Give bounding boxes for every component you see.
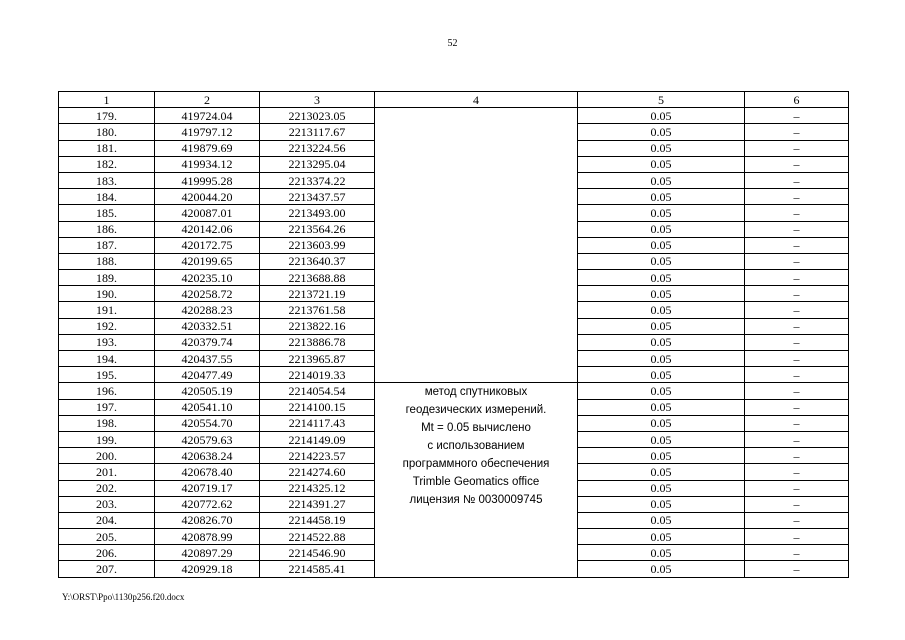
point-number-cell: 191. [59,302,155,318]
method-description-line: Mt = 0.05 вычислено [421,422,531,435]
coord-x-cell: 420044.20 [155,189,260,205]
file-path-footer: Y:\ORST\Ppo\1130p256.f20.docx [62,592,185,602]
accuracy-cell: 0.05 [578,415,745,431]
coord-y-cell: 2214522.88 [260,529,375,545]
coord-y-cell: 2214458.19 [260,512,375,528]
coord-x-cell: 420288.23 [155,302,260,318]
point-number-cell: 200. [59,448,155,464]
note-cell: – [745,448,849,464]
note-cell: – [745,351,849,367]
coord-x-cell: 420929.18 [155,561,260,577]
note-cell: – [745,156,849,172]
coord-y-cell: 2214100.15 [260,399,375,415]
coord-y-cell: 2213688.88 [260,270,375,286]
coord-y-cell: 2213886.78 [260,334,375,350]
coord-x-cell: 419797.12 [155,124,260,140]
note-cell: – [745,172,849,188]
point-number-cell: 206. [59,545,155,561]
page-number: 52 [447,38,458,49]
accuracy-cell: 0.05 [578,431,745,447]
note-cell: – [745,302,849,318]
method-description-line: метод спутниковых [424,386,528,399]
coord-x-cell: 420379.74 [155,334,260,350]
accuracy-cell: 0.05 [578,448,745,464]
point-number-cell: 207. [59,561,155,577]
point-number-cell: 192. [59,318,155,334]
coord-x-cell: 419995.28 [155,172,260,188]
coord-x-cell: 420235.10 [155,270,260,286]
coord-y-cell: 2213295.04 [260,156,375,172]
accuracy-cell: 0.05 [578,464,745,480]
point-number-cell: 179. [59,108,155,124]
coord-x-cell: 420477.49 [155,367,260,383]
point-number-cell: 186. [59,221,155,237]
accuracy-cell: 0.05 [578,480,745,496]
table-row [59,383,849,399]
method-description-line: программного обеспечения [402,458,550,471]
note-cell: – [745,140,849,156]
note-cell: – [745,367,849,383]
note-cell: – [745,512,849,528]
accuracy-cell: 0.05 [578,383,745,399]
note-cell: – [745,189,849,205]
coord-x-cell: 420678.40 [155,464,260,480]
coord-x-cell: 420172.75 [155,237,260,253]
coord-x-cell: 419934.12 [155,156,260,172]
point-number-cell: 184. [59,189,155,205]
coord-y-cell: 2213965.87 [260,351,375,367]
point-number-cell: 181. [59,140,155,156]
note-cell: – [745,529,849,545]
accuracy-cell: 0.05 [578,367,745,383]
accuracy-cell: 0.05 [578,124,745,140]
note-cell: – [745,545,849,561]
header-col-2: 2 [155,92,260,108]
accuracy-cell: 0.05 [578,529,745,545]
point-number-cell: 189. [59,270,155,286]
coord-x-cell: 420541.10 [155,399,260,415]
point-number-cell: 188. [59,253,155,269]
point-number-cell: 196. [59,383,155,399]
note-cell: – [745,237,849,253]
coord-x-cell: 420142.06 [155,221,260,237]
coord-y-cell: 2214117.43 [260,415,375,431]
coord-y-cell: 2213822.16 [260,318,375,334]
coord-x-cell: 420258.72 [155,286,260,302]
coord-x-cell: 420199.65 [155,253,260,269]
method-description-line: Trimble Geomatics office [412,476,540,489]
coord-x-cell: 420087.01 [155,205,260,221]
note-cell: – [745,464,849,480]
coord-y-cell: 2214274.60 [260,464,375,480]
note-cell: – [745,399,849,415]
accuracy-cell: 0.05 [578,221,745,237]
coord-x-cell: 420878.99 [155,529,260,545]
note-cell: – [745,318,849,334]
accuracy-cell: 0.05 [578,496,745,512]
method-description-cell [375,383,578,577]
coordinates-table [58,91,849,578]
note-cell: – [745,431,849,447]
coord-y-cell: 2213493.00 [260,205,375,221]
coord-y-cell: 2213564.26 [260,221,375,237]
coord-x-cell: 420579.63 [155,431,260,447]
coord-x-cell: 420638.24 [155,448,260,464]
accuracy-cell: 0.05 [578,108,745,124]
accuracy-cell: 0.05 [578,561,745,577]
point-number-cell: 202. [59,480,155,496]
coord-y-cell: 2213761.58 [260,302,375,318]
coord-y-cell: 2214546.90 [260,545,375,561]
point-number-cell: 194. [59,351,155,367]
method-cell-empty [375,108,578,383]
point-number-cell: 187. [59,237,155,253]
coord-x-cell: 420437.55 [155,351,260,367]
accuracy-cell: 0.05 [578,140,745,156]
coord-y-cell: 2213640.37 [260,253,375,269]
coord-y-cell: 2213224.56 [260,140,375,156]
coord-y-cell: 2213603.99 [260,237,375,253]
accuracy-cell: 0.05 [578,334,745,350]
accuracy-cell: 0.05 [578,318,745,334]
point-number-cell: 185. [59,205,155,221]
table-row [59,108,849,124]
coord-y-cell: 2213023.05 [260,108,375,124]
point-number-cell: 205. [59,529,155,545]
accuracy-cell: 0.05 [578,351,745,367]
header-col-4: 4 [375,92,578,108]
accuracy-cell: 0.05 [578,512,745,528]
point-number-cell: 197. [59,399,155,415]
point-number-cell: 193. [59,334,155,350]
accuracy-cell: 0.05 [578,270,745,286]
point-number-cell: 180. [59,124,155,140]
note-cell: – [745,253,849,269]
note-cell: – [745,205,849,221]
note-cell: – [745,480,849,496]
accuracy-cell: 0.05 [578,189,745,205]
point-number-cell: 183. [59,172,155,188]
coord-y-cell: 2214325.12 [260,480,375,496]
point-number-cell: 199. [59,431,155,447]
coord-y-cell: 2214391.27 [260,496,375,512]
coord-x-cell: 419724.04 [155,108,260,124]
header-col-1: 1 [59,92,155,108]
table-header-row [59,92,849,108]
accuracy-cell: 0.05 [578,399,745,415]
accuracy-cell: 0.05 [578,286,745,302]
coord-y-cell: 2213117.67 [260,124,375,140]
table-body [59,108,849,577]
header-col-6: 6 [745,92,849,108]
note-cell: – [745,108,849,124]
method-description-line: с использованием [427,440,525,453]
coord-x-cell: 420772.62 [155,496,260,512]
coord-y-cell: 2214149.09 [260,431,375,447]
accuracy-cell: 0.05 [578,545,745,561]
point-number-cell: 182. [59,156,155,172]
note-cell: – [745,270,849,286]
coord-x-cell: 420554.70 [155,415,260,431]
point-number-cell: 198. [59,415,155,431]
note-cell: – [745,334,849,350]
coord-y-cell: 2213437.57 [260,189,375,205]
coord-x-cell: 419879.69 [155,140,260,156]
accuracy-cell: 0.05 [578,205,745,221]
point-number-cell: 195. [59,367,155,383]
note-cell: – [745,383,849,399]
method-description-line: геодезических измерений. [405,404,547,417]
coord-x-cell: 420897.29 [155,545,260,561]
coord-y-cell: 2214019.33 [260,367,375,383]
point-number-cell: 204. [59,512,155,528]
accuracy-cell: 0.05 [578,302,745,318]
note-cell: – [745,286,849,302]
method-description-line: лицензия № 0030009745 [409,494,543,507]
header-col-3: 3 [260,92,375,108]
point-number-cell: 190. [59,286,155,302]
note-cell: – [745,124,849,140]
accuracy-cell: 0.05 [578,253,745,269]
point-number-cell: 201. [59,464,155,480]
coord-x-cell: 420505.19 [155,383,260,399]
coord-y-cell: 2214585.41 [260,561,375,577]
coord-x-cell: 420332.51 [155,318,260,334]
coord-y-cell: 2213721.19 [260,286,375,302]
note-cell: – [745,221,849,237]
coord-y-cell: 2214223.57 [260,448,375,464]
coord-y-cell: 2214054.54 [260,383,375,399]
accuracy-cell: 0.05 [578,237,745,253]
note-cell: – [745,561,849,577]
note-cell: – [745,496,849,512]
coord-y-cell: 2213374.22 [260,172,375,188]
note-cell: – [745,415,849,431]
coord-x-cell: 420719.17 [155,480,260,496]
header-col-5: 5 [578,92,745,108]
coord-x-cell: 420826.70 [155,512,260,528]
accuracy-cell: 0.05 [578,156,745,172]
point-number-cell: 203. [59,496,155,512]
accuracy-cell: 0.05 [578,172,745,188]
